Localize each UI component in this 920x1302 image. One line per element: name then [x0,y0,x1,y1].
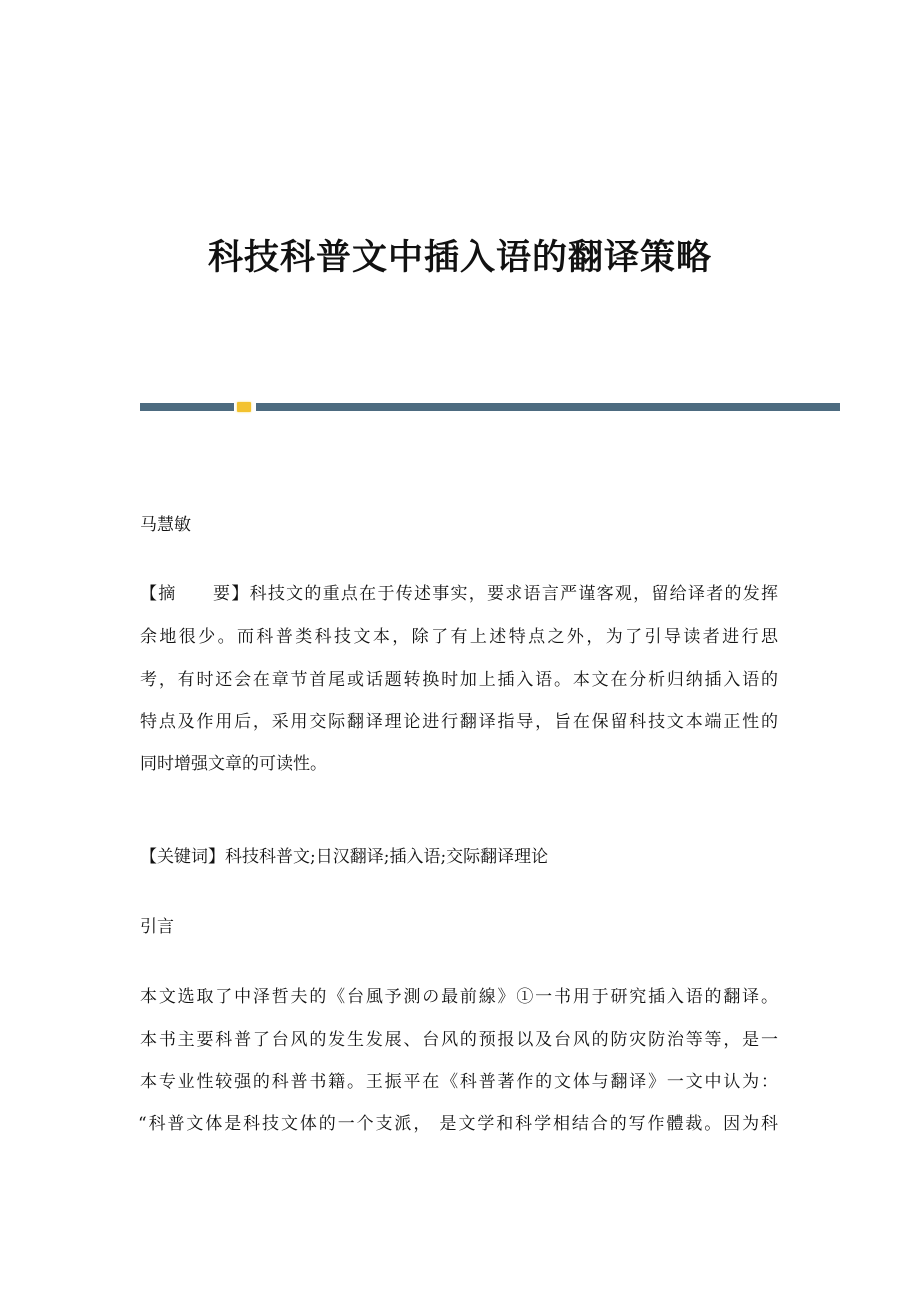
keywords: 【关键词】科技科普文;日汉翻译;插入语;交际翻译理论 [140,847,549,867]
body-line: 本专业性较强的科普书籍。王振平在《科普著作的文体与翻译》一文中认为： [140,1072,778,1092]
abstract-line: 【摘 要】科技文的重点在于传述事实，要求语言严谨客观，留给译者的发挥 [140,584,778,604]
abstract-line: 余地很少。而科普类科技文本，除了有上述特点之外，为了引导读者进行思 [140,627,778,647]
body-line: 本文选取了中泽哲夫的《台風予測の最前線》①一书用于研究插入语的翻译。 [140,987,778,1007]
body-line: “科普文体是科技文体的一个支派， 是文学和科学相结合的写作體裁。因为科 [138,1114,778,1134]
body-line: 本书主要科普了台风的发生发展、台风的预报以及台风的防灾防治等等，是一 [140,1030,778,1050]
divider-ornament-icon [237,402,251,412]
divider-right [256,403,840,411]
abstract-line: 考，有时还会在章节首尾或话题转换时加上插入语。本文在分析归纳插入语的 [140,670,778,690]
abstract-line: 特点及作用后，采用交际翻译理论进行翻译指导，旨在保留科技文本端正性的 [140,712,778,732]
abstract-line: 同时增强文章的可读性。 [140,754,327,774]
author: 马慧敏 [140,515,191,535]
section-heading: 引言 [140,917,174,937]
divider-left [140,403,234,411]
document-title: 科技科普文中插入语的翻译策略 [207,237,712,278]
